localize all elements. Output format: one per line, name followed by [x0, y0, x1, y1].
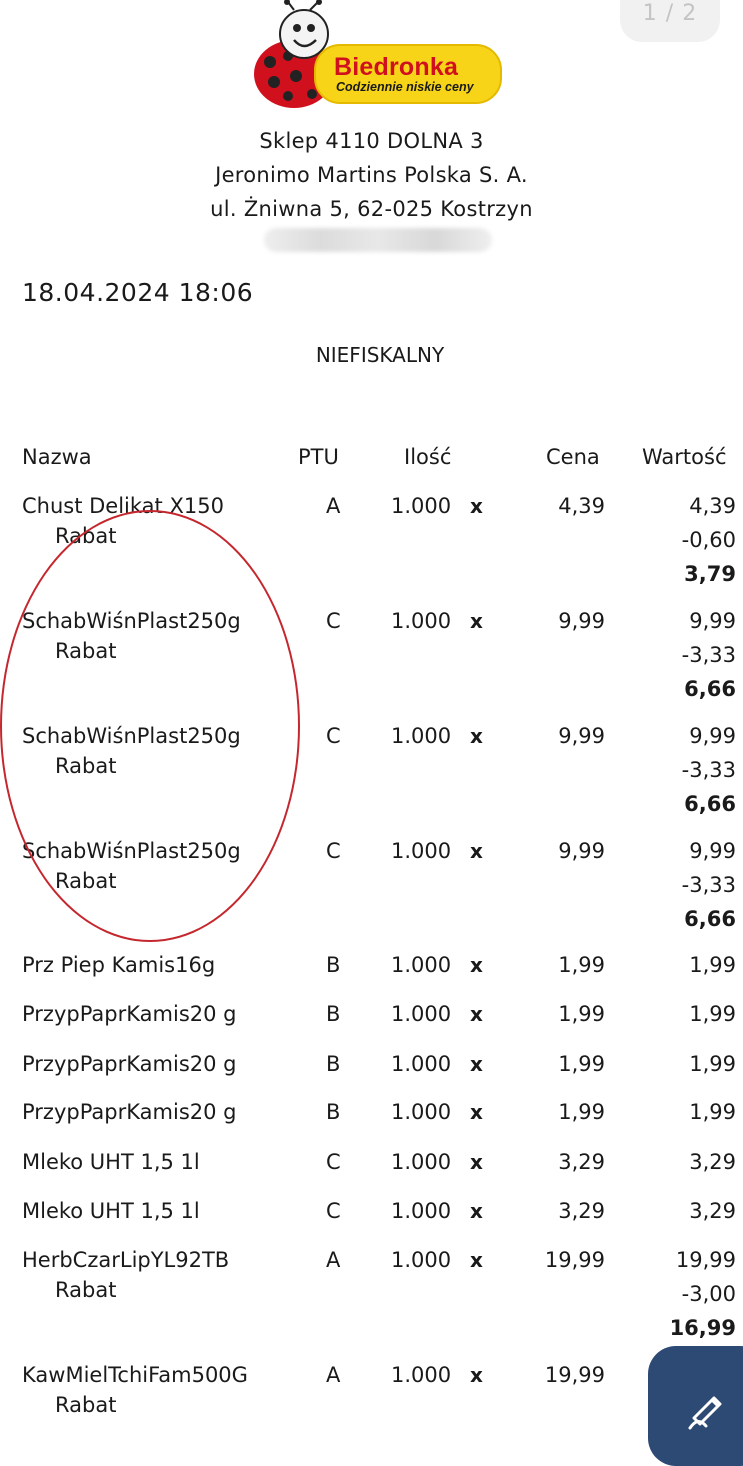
item-value: 4,39 [689, 494, 736, 518]
item-name: Mleko UHT 1,5 1l [22, 1150, 200, 1174]
item-quantity: 1.000 [391, 1363, 452, 1387]
item-name: PrzypPaprKamis20 g [22, 1052, 237, 1076]
item-total: 6,66 [684, 792, 736, 816]
item-ptu: C [326, 1150, 341, 1174]
discount-label: Rabat [55, 639, 117, 663]
receipt-datetime: 18.04.2024 18:06 [22, 278, 254, 307]
discount-label: Rabat [55, 754, 117, 778]
item-value: 1,99 [689, 1052, 736, 1076]
discount-label: Rabat [55, 1393, 117, 1417]
multiply-sign: x [470, 724, 483, 748]
item-price: 3,29 [558, 1150, 605, 1174]
column-header-value: Wartość [642, 445, 727, 469]
item-quantity: 1.000 [391, 1248, 452, 1272]
item-total: 3,79 [684, 562, 736, 586]
discount-amount: -3,00 [681, 1282, 736, 1306]
item-ptu: C [326, 839, 341, 863]
item-value: 1,99 [689, 1002, 736, 1026]
multiply-sign: x [470, 1052, 483, 1076]
item-total: 6,66 [684, 907, 736, 931]
item-price: 1,99 [558, 953, 605, 977]
item-price: 19,99 [544, 1248, 605, 1272]
item-ptu: A [326, 1363, 341, 1387]
fiscal-label: NIEFISKALNY [315, 343, 445, 367]
discount-label: Rabat [55, 524, 117, 548]
item-value: 3,29 [689, 1150, 736, 1174]
column-header-qty: Ilość [404, 445, 452, 469]
column-header-price: Cena [546, 445, 600, 469]
item-name: SchabWiśnPlast250g [22, 839, 241, 863]
discount-label: Rabat [55, 1278, 117, 1302]
item-price: 9,99 [558, 609, 605, 633]
item-ptu: C [326, 1199, 341, 1223]
item-price: 1,99 [558, 1002, 605, 1026]
annotation-circle [0, 510, 300, 942]
item-value: 19,99 [675, 1248, 736, 1272]
item-price: 3,29 [558, 1199, 605, 1223]
logo-name: Biedronka [334, 53, 459, 81]
item-price: 1,99 [558, 1052, 605, 1076]
item-value: 1,99 [689, 1100, 736, 1124]
multiply-sign: x [470, 1100, 483, 1124]
item-price: 9,99 [558, 724, 605, 748]
edit-pen-icon [686, 1386, 730, 1430]
item-name: KawMielTchiFam500G [22, 1363, 248, 1387]
item-quantity: 1.000 [391, 1100, 452, 1124]
item-price: 9,99 [558, 839, 605, 863]
item-total: 6,66 [684, 677, 736, 701]
item-total: 16,99 [669, 1316, 736, 1340]
item-ptu: B [326, 1052, 341, 1076]
item-name: SchabWiśnPlast250g [22, 609, 241, 633]
multiply-sign: x [470, 1150, 483, 1174]
item-name: PrzypPaprKamis20 g [22, 1002, 237, 1026]
item-name: SchabWiśnPlast250g [22, 724, 241, 748]
company-name: Jeronimo Martins Polska S. A. [215, 163, 528, 187]
item-value: 9,99 [689, 724, 736, 748]
discount-amount: -3,33 [681, 643, 736, 667]
item-value: 9,99 [689, 839, 736, 863]
column-header-ptu: PTU [298, 445, 339, 469]
multiply-sign: x [470, 1363, 483, 1387]
multiply-sign: x [470, 609, 483, 633]
item-quantity: 1.000 [391, 1199, 452, 1223]
item-name: Mleko UHT 1,5 1l [22, 1199, 200, 1223]
item-quantity: 1.000 [391, 839, 452, 863]
item-name: HerbCzarLipYL92TB [22, 1248, 230, 1272]
store-address: ul. Żniwna 5, 62-025 Kostrzyn [210, 197, 533, 221]
item-quantity: 1.000 [391, 953, 452, 977]
item-name: Prz Piep Kamis16g [22, 953, 216, 977]
item-quantity: 1.000 [391, 1150, 452, 1174]
item-price: 4,39 [558, 494, 605, 518]
redacted-tax-id [264, 228, 492, 252]
column-header-name: Nazwa [22, 445, 92, 469]
multiply-sign: x [470, 1248, 483, 1272]
store-logo [252, 0, 504, 112]
multiply-sign: x [470, 839, 483, 863]
item-ptu: B [326, 1100, 341, 1124]
item-quantity: 1.000 [391, 494, 452, 518]
item-ptu: B [326, 953, 341, 977]
item-quantity: 1.000 [391, 609, 452, 633]
item-quantity: 1.000 [391, 1002, 452, 1026]
item-price: 1,99 [558, 1100, 605, 1124]
item-ptu: C [326, 609, 341, 633]
item-name: PrzypPaprKamis20 g [22, 1100, 237, 1124]
edit-button[interactable] [648, 1346, 743, 1466]
item-value: 1,99 [689, 953, 736, 977]
item-ptu: B [326, 1002, 341, 1026]
item-price: 19,99 [544, 1363, 605, 1387]
item-value: 9,99 [689, 609, 736, 633]
item-ptu: A [326, 1248, 341, 1272]
item-ptu: C [326, 724, 341, 748]
multiply-sign: x [470, 953, 483, 977]
logo-tagline: Codziennie niskie ceny [336, 80, 474, 94]
item-quantity: 1.000 [391, 724, 452, 748]
discount-amount: -0,60 [681, 528, 736, 552]
page-indicator: 1 / 2 [620, 0, 720, 42]
multiply-sign: x [470, 1002, 483, 1026]
discount-amount: -3,33 [681, 758, 736, 782]
item-quantity: 1.000 [391, 1052, 452, 1076]
discount-amount: -3,33 [681, 873, 736, 897]
store-number: Sklep 4110 DOLNA 3 [259, 129, 484, 153]
item-ptu: A [326, 494, 341, 518]
multiply-sign: x [470, 494, 483, 518]
multiply-sign: x [470, 1199, 483, 1223]
item-name: Chust Delikat X150 [22, 494, 224, 518]
discount-label: Rabat [55, 869, 117, 893]
item-value: 3,29 [689, 1199, 736, 1223]
